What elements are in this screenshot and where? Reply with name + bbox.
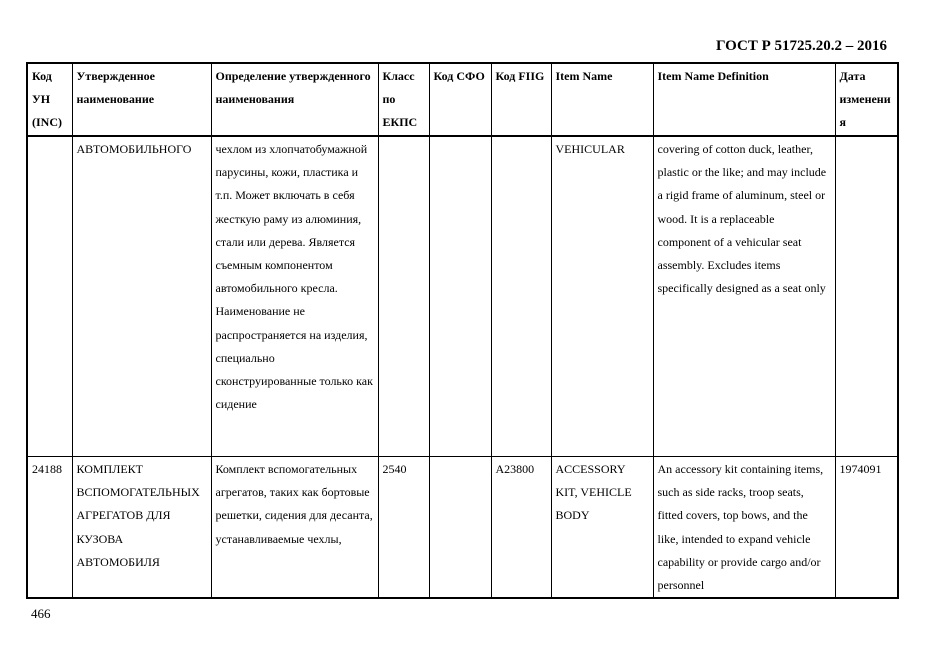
standard-header: ГОСТ Р 51725.20.2 – 2016 <box>715 38 887 54</box>
cell-inc: 24188 <box>27 457 72 599</box>
col-header-item-name: Item Name <box>551 63 653 136</box>
cell-item-name: VEHICULAR <box>551 136 653 457</box>
col-header-name-ru: Утвержденное наименование <box>72 63 211 136</box>
col-header-fiig: Код FIIG <box>491 63 551 136</box>
cell-sfo <box>429 136 491 457</box>
col-header-date: Дата изменения <box>835 63 898 136</box>
cell-fiig <box>491 136 551 457</box>
col-header-ekps: Класс по ЕКПС <box>378 63 429 136</box>
nomenclature-table <box>26 62 899 599</box>
cell-sfo <box>429 457 491 599</box>
cell-ekps <box>378 136 429 457</box>
cell-name-ru: КОМПЛЕКТ ВСПОМОГАТЕЛЬНЫХ АГРЕГАТОВ ДЛЯ КУЗОВА АВТОМОБИЛЯ <box>72 457 211 599</box>
cell-item-name: ACCESSORY KIT, VEHICLE BODY <box>551 457 653 599</box>
cell-definition-ru: чехлом из хлопчатобумажной парусины, кожи, пластика и т.п. Может включать в себя жесткую раму из алюминия, стали или дерева. Является съемным компонентом автомобильного кресла. Наименование не распространяется на изделия, специально сконструированные только как сидение <box>211 136 378 457</box>
cell-ekps: 2540 <box>378 457 429 599</box>
cell-inc <box>27 136 72 457</box>
table-header-row <box>27 63 898 136</box>
col-header-sfo: Код СФО <box>429 63 491 136</box>
cell-name-ru: АВТОМОБИЛЬНОГО <box>72 136 211 457</box>
col-header-inc: Код УН (INC) <box>27 63 72 136</box>
cell-fiig: A23800 <box>491 457 551 599</box>
table-row <box>27 457 898 599</box>
cell-date <box>835 136 898 457</box>
cell-date: 1974091 <box>835 457 898 599</box>
table-row <box>27 136 898 457</box>
col-header-definition-ru: Определение утвержденного наименования <box>211 63 378 136</box>
col-header-item-def: Item Name Definition <box>653 63 835 136</box>
cell-item-def: covering of cotton duck, leather, plastic or the like; and may include a rigid frame of aluminum, steel or wood. It is a replaceable component of a vehicular seat assembly. Excludes items specifically designed as a seat only <box>653 136 835 457</box>
page-number: 466 <box>31 606 51 621</box>
cell-item-def: An accessory kit containing items, such as side racks, troop seats, fitted covers, top bows, and the like, intended to expand vehicle capability or provide cargo and/or personnel <box>653 457 835 599</box>
cell-definition-ru: Комплект вспомогательных агрегатов, таких как бортовые решетки, сидения для десанта, устанавливаемые чехлы, <box>211 457 378 599</box>
